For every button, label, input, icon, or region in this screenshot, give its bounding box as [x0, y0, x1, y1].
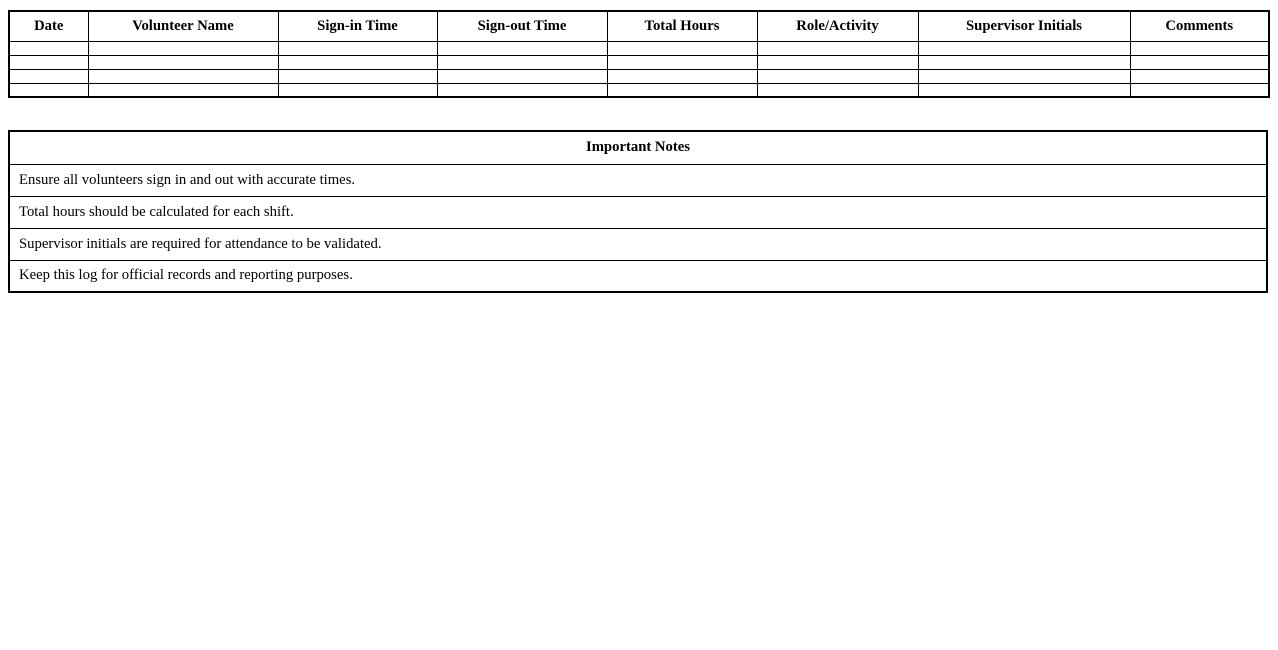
- role-activity-cell[interactable]: [757, 41, 918, 55]
- attendance-header-row: [9, 11, 1269, 41]
- volunteer-name-cell[interactable]: [88, 83, 278, 97]
- sign-out-time-cell[interactable]: [437, 55, 607, 69]
- note-text: Ensure all volunteers sign in and out with accurate times.: [9, 164, 1267, 196]
- date-cell[interactable]: [9, 41, 88, 55]
- comments-cell[interactable]: [1130, 83, 1269, 97]
- date-cell[interactable]: [9, 55, 88, 69]
- attendance-row: [9, 41, 1269, 55]
- supervisor-initials-cell[interactable]: [918, 83, 1130, 97]
- supervisor-initials-cell[interactable]: [918, 69, 1130, 83]
- attendance-row: [9, 83, 1269, 97]
- note-text: Supervisor initials are required for attendance to be validated.: [9, 228, 1267, 260]
- note-row: [9, 228, 1267, 260]
- volunteer-name-cell[interactable]: [88, 69, 278, 83]
- sign-in-time-cell[interactable]: [278, 69, 437, 83]
- comments-cell[interactable]: [1130, 55, 1269, 69]
- role-activity-cell[interactable]: [757, 55, 918, 69]
- column-header-sign-in-time: Sign-in Time: [278, 11, 437, 41]
- total-hours-cell[interactable]: [607, 69, 757, 83]
- role-activity-cell[interactable]: [757, 83, 918, 97]
- note-text: Total hours should be calculated for each shift.: [9, 196, 1267, 228]
- sign-in-time-cell[interactable]: [278, 83, 437, 97]
- comments-cell[interactable]: [1130, 69, 1269, 83]
- important-notes-table: [8, 130, 1268, 293]
- column-header-date: Date: [9, 11, 88, 41]
- sign-out-time-cell[interactable]: [437, 69, 607, 83]
- sign-out-time-cell[interactable]: [437, 83, 607, 97]
- notes-title: Important Notes: [9, 131, 1267, 164]
- column-header-volunteer-name: Volunteer Name: [88, 11, 278, 41]
- attendance-log-table: [8, 10, 1270, 98]
- column-header-supervisor-initials: Supervisor Initials: [918, 11, 1130, 41]
- volunteer-name-cell[interactable]: [88, 55, 278, 69]
- sign-in-time-cell[interactable]: [278, 41, 437, 55]
- sign-in-time-cell[interactable]: [278, 55, 437, 69]
- supervisor-initials-cell[interactable]: [918, 55, 1130, 69]
- attendance-row: [9, 69, 1269, 83]
- supervisor-initials-cell[interactable]: [918, 41, 1130, 55]
- date-cell[interactable]: [9, 83, 88, 97]
- note-row: [9, 260, 1267, 292]
- total-hours-cell[interactable]: [607, 83, 757, 97]
- role-activity-cell[interactable]: [757, 69, 918, 83]
- column-header-sign-out-time: Sign-out Time: [437, 11, 607, 41]
- column-header-role-activity: Role/Activity: [757, 11, 918, 41]
- note-text: Keep this log for official records and reporting purposes.: [9, 260, 1267, 292]
- total-hours-cell[interactable]: [607, 55, 757, 69]
- note-row: [9, 196, 1267, 228]
- total-hours-cell[interactable]: [607, 41, 757, 55]
- volunteer-name-cell[interactable]: [88, 41, 278, 55]
- date-cell[interactable]: [9, 69, 88, 83]
- notes-header-row: [9, 131, 1267, 164]
- comments-cell[interactable]: [1130, 41, 1269, 55]
- column-header-comments: Comments: [1130, 11, 1269, 41]
- column-header-total-hours: Total Hours: [607, 11, 757, 41]
- sign-out-time-cell[interactable]: [437, 41, 607, 55]
- note-row: [9, 164, 1267, 196]
- attendance-row: [9, 55, 1269, 69]
